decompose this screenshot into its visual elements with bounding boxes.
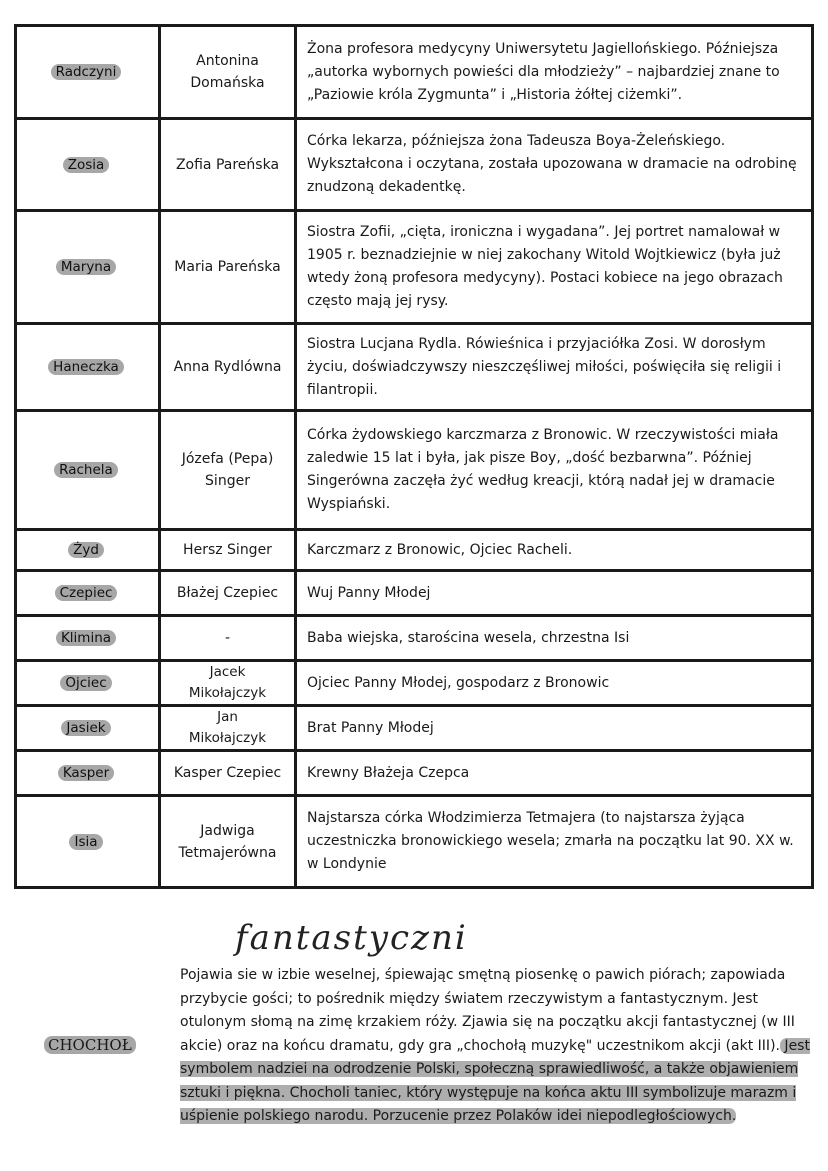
chochol-description-plain: Pojawia sie w izbie weselnej, śpiewając smętną piosenkę o pawich piórach; zapowiada przybycie gości; to pośrednik między światem rzeczywistym a fantastycznym. Jest otulonym słomą na zimę krzakiem róży. Zjawia się na początku akcji fantastycznej (w III akcie) oraz na końcu dramatu, gdy gra „chochołą muzykę" uczestnikom akcji (akt III). [180, 967, 795, 1054]
table-row [14, 707, 814, 752]
person-name: Kasper Czepiec [173, 765, 282, 781]
role-name: Haneczka [48, 359, 124, 375]
role-cell [17, 662, 155, 704]
person-name: Maria Pareńska [174, 259, 281, 275]
description-cell [297, 531, 811, 569]
table-row [14, 797, 814, 889]
role-cell [17, 120, 155, 209]
role-name: Żyd [68, 542, 104, 558]
description-text: Córka lekarza, późniejsza żona Tadeusza Boya-Żeleńskiego. Wykształcona i oczytana, została upozowana w dramacie na odrobinę znudzoną dekadentkę. [307, 133, 797, 195]
person-cell [158, 27, 297, 117]
role-name: Klimina [56, 630, 116, 646]
person-name: Józefa (Pepa) Singer [181, 451, 274, 489]
person-name: - [224, 630, 231, 646]
role-cell [17, 752, 155, 794]
description-cell [297, 752, 811, 794]
description-cell [297, 120, 811, 209]
role-name: Isia [69, 834, 102, 850]
description-text: Siostra Lucjana Rydla. Rówieśnica i przyjaciółka Zosi. W dorosłym życiu, doświadczywszy nieszczęśliwej miłości, poświęciła się religii i filantropii. [307, 335, 782, 398]
table-row [14, 662, 814, 707]
description-text: Brat Panny Młodej [307, 719, 434, 736]
description-text: Córka żydowskiego karczmarza z Bronowic. W rzeczywistości miała zaledwie 15 lat i była, jak pisze Boy, „dość bezbarwna”. Później Singerówna zaczęła żyć według kreacji, którą nadał jej w dramacie Wyspiański. [307, 427, 779, 512]
role-cell [17, 572, 155, 614]
description-text: Najstarsza córka Włodzimierza Tetmajera (to najstarsza żyjąca uczestniczka bronowickiego wesela; zmarła na początku lat 90. XX w. w Londynie [307, 810, 794, 872]
person-cell [158, 325, 297, 409]
role-name: Jasiek [61, 720, 110, 736]
person-cell [158, 572, 297, 614]
description-cell [297, 572, 811, 614]
table-row [14, 325, 814, 412]
table-row [14, 752, 814, 797]
description-cell [297, 212, 811, 322]
table-row [14, 412, 814, 531]
person-name: Anna Rydlówna [173, 359, 282, 375]
person-name: Antonina Domańska [190, 53, 265, 91]
description-cell [297, 617, 811, 659]
person-cell [158, 797, 297, 886]
characters-table [14, 24, 814, 898]
role-name: Czepiec [55, 585, 118, 601]
person-name: Zofia Pareńska [175, 156, 280, 173]
role-cell [17, 27, 155, 117]
description-cell [297, 325, 811, 409]
section-title: fantastyczni [235, 918, 468, 958]
role-name: Radczyni [51, 64, 122, 80]
role-cell [17, 531, 155, 569]
description-text: Baba wiejska, starościna wesela, chrzestna Isi [307, 629, 630, 646]
description-text: Karczmarz z Bronowic, Ojciec Racheli. [307, 541, 573, 558]
person-cell [158, 531, 297, 569]
table-row [14, 531, 814, 572]
description-text: Żona profesora medycyny Uniwersytetu Jagiellońskiego. Późniejsza „autorka wybornych powieści dla młodzieży” – najbardziej znane to „Paziowie króla Zygmunta” i „Historia żółtej ciżemki”. [307, 40, 780, 103]
role-name: Rachela [54, 462, 118, 478]
description-cell [297, 797, 811, 886]
role-name: Kasper [58, 765, 114, 781]
table-row [14, 120, 814, 212]
person-cell [158, 662, 297, 704]
person-cell [158, 212, 297, 322]
description-text: Siostra Zofii, „cięta, ironiczna i wygadana”. Jej portret namalował w 1905 r. beznadziejnie w niej zakochany Witold Wojtkiewicz (była już wtedy żoną profesora medycyny). Postaci kobiece na jego obrazach często mają jej rysy. [307, 224, 783, 309]
table-row [14, 617, 814, 662]
person-cell [158, 120, 297, 209]
person-cell [158, 752, 297, 794]
person-cell [158, 617, 297, 659]
table-row [14, 212, 814, 325]
role-cell [17, 797, 155, 886]
chochol-description [180, 964, 810, 1129]
person-name: Hersz Singer [183, 542, 272, 558]
person-name: Błażej Czepiec [176, 585, 279, 601]
description-cell [297, 707, 811, 749]
description-text: Krewny Błażeja Czepca [307, 764, 470, 781]
role-name: Zosia [63, 157, 110, 173]
role-cell [17, 325, 155, 409]
person-cell [158, 707, 297, 749]
role-cell [17, 707, 155, 749]
character-name-chochol: CHOCHOŁ [44, 1036, 136, 1054]
table-row [14, 572, 814, 617]
person-name: Jadwiga Tetmajerówna [178, 822, 277, 861]
chochol-description-highlighted: Jest symbolem nadziei na odrodzenie Polski, społeczną sprawiedliwość, a także objawieniem sztuki i piękna. Chocholi taniec, który występuje na końca aktu III symbolizuje marazm i uśpienie polskiego narodu. Porzucenie przez Polaków idei niepodległościowych. [180, 1037, 810, 1124]
role-cell [17, 212, 155, 322]
role-name: Maryna [56, 259, 116, 275]
role-cell [17, 412, 155, 528]
description-cell [297, 662, 811, 704]
description-text: Wuj Panny Młodej [307, 584, 431, 601]
person-name: Jacek Mikołajczyk [188, 664, 267, 701]
description-text: Ojciec Panny Młodej, gospodarz z Bronowic [307, 674, 610, 691]
role-cell [17, 617, 155, 659]
person-name: Jan Mikołajczyk [188, 709, 267, 746]
table-row [14, 24, 814, 120]
description-cell [297, 412, 811, 528]
person-cell [158, 412, 297, 528]
role-name: Ojciec [60, 675, 111, 691]
description-cell [297, 27, 811, 117]
